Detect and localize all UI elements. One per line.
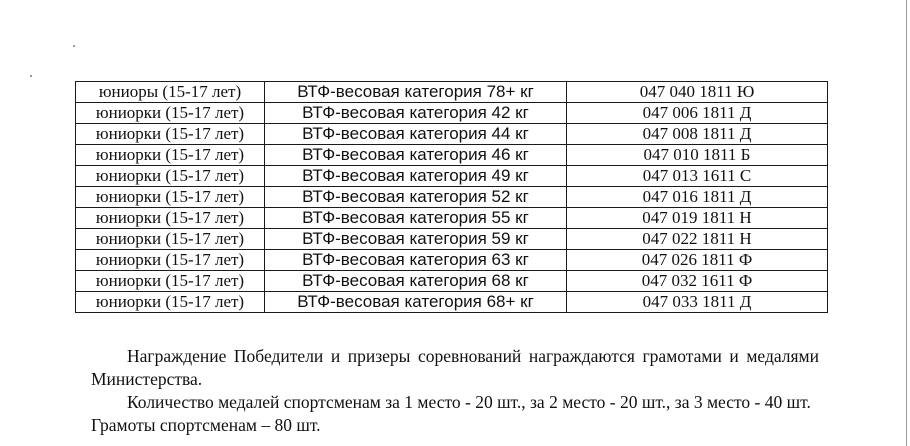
weight-category-cell: ВТФ-весовая категория 68+ кг bbox=[265, 292, 567, 313]
table-row bbox=[76, 103, 828, 124]
awards-paragraph bbox=[91, 345, 819, 391]
table-row bbox=[76, 145, 828, 166]
code-cell: 047 013 1611 С bbox=[567, 166, 828, 187]
weight-category-cell: ВТФ-весовая категория 42 кг bbox=[265, 103, 567, 124]
weight-category-cell: ВТФ-весовая категория 46 кг bbox=[265, 145, 567, 166]
weight-category-cell: ВТФ-весовая категория 63 кг bbox=[265, 250, 567, 271]
table-row bbox=[76, 166, 828, 187]
table-row bbox=[76, 208, 828, 229]
age-group-cell: юниорки (15-17 лет) bbox=[76, 145, 265, 166]
awards-text: Награждение Победители и призеры соревнований награждаются грамотами и медалями Министерства. bbox=[91, 346, 819, 389]
code-cell: 047 019 1811 Н bbox=[567, 208, 828, 229]
table-row bbox=[76, 124, 828, 145]
weight-category-cell: ВТФ-весовая категория 68 кг bbox=[265, 271, 567, 292]
age-group-cell: юниорки (15-17 лет) bbox=[76, 250, 265, 271]
code-cell: 047 040 1811 Ю bbox=[567, 82, 828, 103]
code-cell: 047 033 1811 Д bbox=[567, 292, 828, 313]
table-row bbox=[76, 229, 828, 250]
table-row bbox=[76, 187, 828, 208]
age-group-cell: юниорки (15-17 лет) bbox=[76, 229, 265, 250]
code-cell: 047 032 1611 Ф bbox=[567, 271, 828, 292]
table-body bbox=[76, 82, 828, 313]
table-row bbox=[76, 250, 828, 271]
weight-category-table bbox=[75, 81, 828, 313]
code-cell: 047 008 1811 Д bbox=[567, 124, 828, 145]
page-right-edge bbox=[906, 0, 907, 446]
code-cell: 047 026 1811 Ф bbox=[567, 250, 828, 271]
age-group-cell: юниорки (15-17 лет) bbox=[76, 166, 265, 187]
code-cell: 047 010 1811 Б bbox=[567, 145, 828, 166]
code-cell: 047 016 1811 Д bbox=[567, 187, 828, 208]
code-cell: 047 006 1811 Д bbox=[567, 103, 828, 124]
medal-quantity-paragraph bbox=[91, 391, 819, 437]
weight-category-cell: ВТФ-весовая категория 59 кг bbox=[265, 229, 567, 250]
weight-category-cell: ВТФ-весовая категория 44 кг bbox=[265, 124, 567, 145]
age-group-cell: юниорки (15-17 лет) bbox=[76, 124, 265, 145]
medal-quantity-text: Количество медалей спортсменам за 1 место - 20 шт., за 2 место - 20 шт., за 3 место - 40 шт. Грамоты спортсменам – 80 шт. bbox=[91, 392, 811, 435]
weight-category-cell: ВТФ-весовая категория 55 кг bbox=[265, 208, 567, 229]
age-group-cell: юниорки (15-17 лет) bbox=[76, 103, 265, 124]
table-row bbox=[76, 271, 828, 292]
scan-speck bbox=[30, 75, 32, 77]
weight-category-cell: ВТФ-весовая категория 49 кг bbox=[265, 166, 567, 187]
age-group-cell: юниорки (15-17 лет) bbox=[76, 187, 265, 208]
age-group-cell: юниорки (15-17 лет) bbox=[76, 292, 265, 313]
table-row bbox=[76, 82, 828, 103]
age-group-cell: юниоры (15-17 лет) bbox=[76, 82, 265, 103]
weight-category-cell: ВТФ-весовая категория 78+ кг bbox=[265, 82, 567, 103]
table-row bbox=[76, 292, 828, 313]
weight-category-cell: ВТФ-весовая категория 52 кг bbox=[265, 187, 567, 208]
age-group-cell: юниорки (15-17 лет) bbox=[76, 208, 265, 229]
code-cell: 047 022 1811 Н bbox=[567, 229, 828, 250]
scan-speck bbox=[73, 45, 75, 47]
age-group-cell: юниорки (15-17 лет) bbox=[76, 271, 265, 292]
